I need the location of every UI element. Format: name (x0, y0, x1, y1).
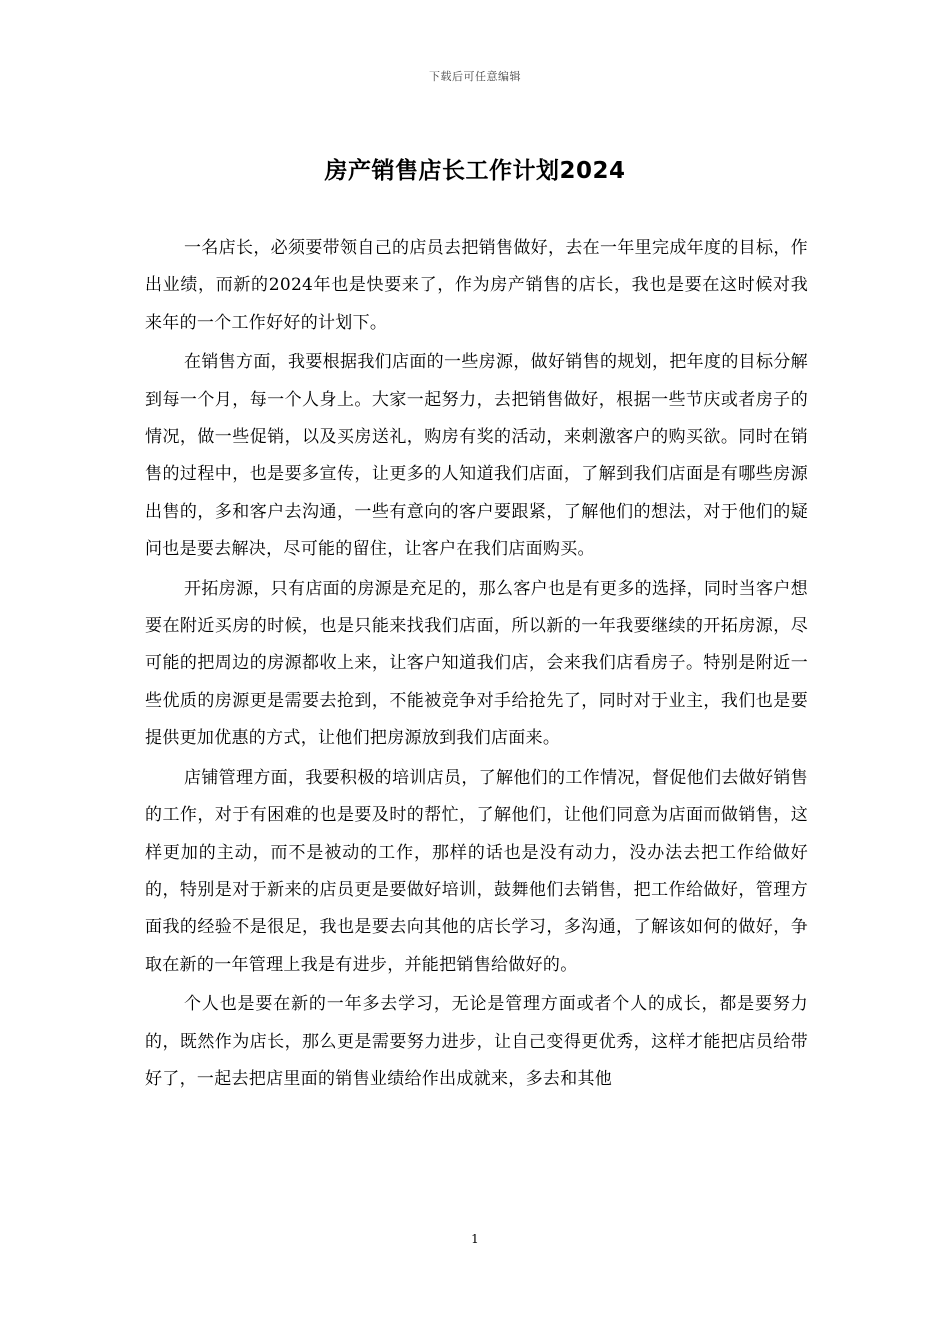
paragraph-1: 一名店长，必须要带领自己的店员去把销售做好，去在一年里完成年度的目标，作出业绩，而新的2024年也是快要来了，作为房产销售的店长，我也是要在这时候对我来年的一个工作好好的计划下。 (145, 238, 808, 333)
paragraph-4: 店铺管理方面，我要积极的培训店员，了解他们的工作情况，督促他们去做好销售的工作，对于有困难的也是要及时的帮忙，了解他们，让他们同意为店面而做销售，这样更加的主动，而不是被动的工作，那样的话也是没有动力，没办法去把工作给做好的，特别是对于新来的店员更是要做好培训，鼓舞他们去销售，把工作给做好，管理方面我的经验不是很足，我也是要去向其他的店长学习，多沟通，了解该如何的做好，争取在新的一年管理上我是有进步，并能把销售给做好的。 (145, 767, 808, 975)
document-title: 房产销售店长工作计划2024 (324, 158, 626, 184)
paragraph-5: 个人也是要在新的一年多去学习，无论是管理方面或者个人的成长，都是要努力的，既然作为店长，那么更是需要努力进步，让自己变得更优秀，这样才能把店员给带好了，一起去把店里面的销售业绩给作出成就来，多去和其他 (145, 994, 808, 1089)
document-body (145, 230, 808, 1100)
header-note: 下载后可任意编辑 (429, 70, 521, 83)
paragraph-2: 在销售方面，我要根据我们店面的一些房源，做好销售的规划，把年度的目标分解到每一个月，每一个人身上。大家一起努力，去把销售做好，根据一些节庆或者房子的情况，做一些促销，以及买房送礼，购房有奖的活动，来刺激客户的购买欲。同时在销售的过程中，也是要多宣传，让更多的人知道我们店面，了解到我们店面是有哪些房源出售的，多和客户去沟通，一些有意向的客户要跟紧，了解他们的想法，对于他们的疑问也是要去解决，尽可能的留住，让客户在我们店面购买。 (145, 352, 808, 560)
paragraph-3: 开拓房源，只有店面的房源是充足的，那么客户也是有更多的选择，同时当客户想要在附近买房的时候，也是只能来找我们店面，所以新的一年我要继续的开拓房源，尽可能的把周边的房源都收上来，让客户知道我们店，会来我们店看房子。特别是附近一些优质的房源更是需要去抢到，不能被竞争对手给抢先了，同时对于业主，我们也是要提供更加优惠的方式，让他们把房源放到我们店面来。 (145, 578, 808, 749)
page-number: 1 (471, 1232, 479, 1246)
